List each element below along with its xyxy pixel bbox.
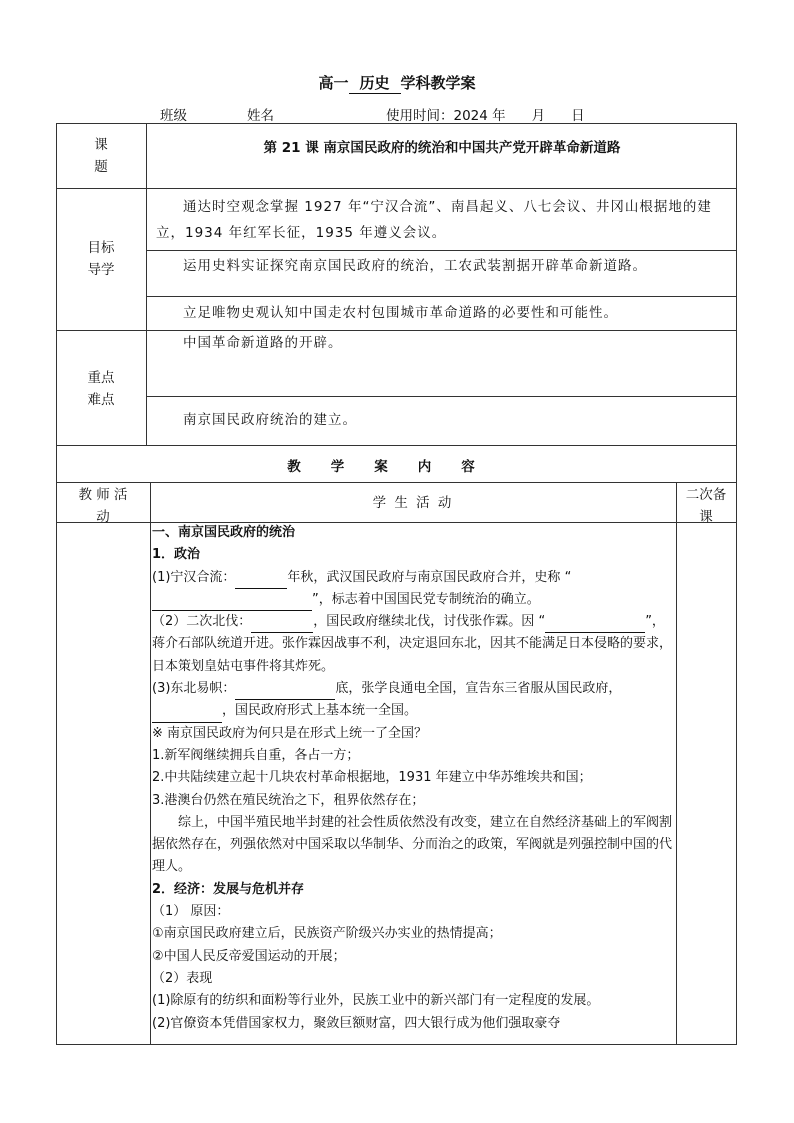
section-heading: 一、南京国民政府的统治 — [152, 525, 296, 540]
answer-item: 3.港澳台仍然在殖民统治之下，租界依然存在； — [152, 792, 425, 808]
key-points-label: 重点 难点 — [87, 370, 115, 408]
answer-item: 2.中共陆续建立起十几块农村革命根据地，1931 年建立中华苏维埃共和国； — [152, 770, 592, 786]
list-item: （1） 原因： — [152, 904, 230, 920]
objectives-label: 目标 导学 — [87, 240, 115, 278]
fill-blank[interactable] — [235, 574, 287, 589]
class-blank — [187, 109, 237, 124]
list-item: （2）表现 — [152, 970, 213, 986]
subsection-heading: 1．政治 — [152, 547, 201, 563]
paragraph: (3)东北易帜： 底，张学良通电全国，宣告东三省服从国民政府，，国民政府形式上基本统一全国。 — [152, 678, 674, 723]
difficult-point: 南京国民政府统治的建立。 — [183, 412, 357, 428]
day-blank — [545, 109, 571, 124]
list-item: ②中国人民反帝爱国运动的开展； — [152, 948, 346, 964]
fill-blank[interactable] — [251, 618, 313, 633]
objective-3: 立足唯物史观认知中国走农村包围城市革命道路的必要性和可能性。 — [183, 305, 618, 321]
objective-2: 运用史料实证探究南京国民政府的统治，工农武装割据开辟革命新道路。 — [183, 258, 647, 274]
page-title: 高一 历史 学科教学案 — [318, 74, 476, 92]
student-activity-header: 学 生 活 动 — [372, 495, 454, 511]
name-label: 姓名 — [247, 108, 274, 124]
key-point: 中国革命新道路的开辟。 — [183, 335, 343, 351]
month-blank — [506, 109, 532, 124]
question: ※ 南京国民政府为何只是在形式上统一了全国？ — [152, 725, 428, 741]
list-item: (1)除原有的纺织和面粉等行业外，民族工业中的新兴部门有一定程度的发展。 — [152, 993, 600, 1009]
meta-line: 班级 姓名 使用时间：2024 年 月 日 — [160, 108, 585, 124]
answer-item: 1.新军阀继续拥兵自重，各占一方； — [152, 747, 360, 763]
student-activity-content — [152, 522, 674, 1035]
list-item: (2)官僚资本凭借国家权力，聚敛巨额财富，四大银行成为他们强取豪夺 — [152, 1015, 561, 1031]
lesson-title: 第 21 课 南京国民政府的统治和中国共产党开辟革命新道路 — [263, 140, 621, 156]
fill-blank[interactable] — [545, 618, 645, 633]
paragraph: （2）二次北伐： ，国民政府继续北伐，讨伐张作霖。因 “ ”，蒋介石部队统道开进。张作霖因战事不利，决定退回东北，因其不能满足日本侵略的要求，日本策划皇姑屯事件将其炸死。 — [152, 614, 673, 674]
topic-label: 课 题 — [94, 137, 108, 175]
name-blank — [274, 109, 326, 124]
objective-1: 通达时空观念掌握 1927 年“宁汉合流”、南昌起义、八七会议、井冈山根据地的建立，1934 年红军长征，1935 年遵义会议。 — [156, 199, 712, 241]
paragraph: (1)宁汉合流： 年秋，武汉国民政府与南京国民政府合并，史称 “”，标志着中国国民党专制统治的确立。 — [152, 567, 674, 612]
summary: 综上，中国半殖民地半封建的社会性质依然没有改变，建立在自然经济基础上的军阀割据依然存在，列强依然对中国采取以华制华、分而治之的政策，军阀就是列强控制中国的代理人。 — [152, 814, 673, 875]
list-item: ①南京国民政府建立后，民族资产阶级兴办实业的热情提高； — [152, 926, 502, 942]
time-label: 使用时间：2024 年 — [386, 108, 506, 124]
fill-blank[interactable] — [152, 596, 312, 611]
subsection-heading: 2．经济：发展与危机并存 — [152, 881, 305, 897]
second-prep-header: 二次备 课 — [685, 487, 727, 525]
subject-field: 历史 — [349, 72, 401, 94]
class-label: 班级 — [160, 108, 187, 124]
fill-blank[interactable] — [152, 708, 222, 723]
content-band-title: 教学案内容 — [287, 459, 505, 475]
teacher-activity-header: 教 师 活 动 — [78, 487, 128, 525]
fill-blank[interactable] — [235, 685, 335, 700]
